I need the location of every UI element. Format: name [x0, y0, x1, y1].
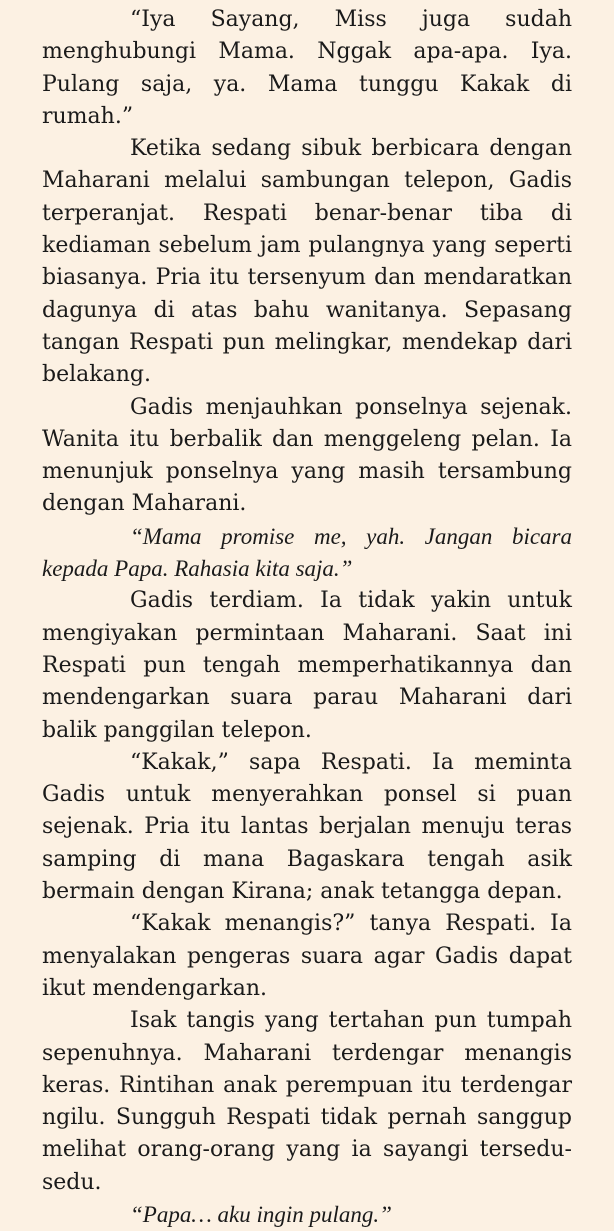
paragraph-2: Ketika sedang sibuk berbicara dengan Maharani melalui sambungan telepon, Gadis terperanjat. Respati benar-benar tiba di kediaman sebelum jam pulangnya yang seperti biasanya. Pria itu tersenyum dan mendaratkan dagunya di atas bahu wanitanya. Sepasang tangan Respati pun melingkar, mendekap dari belakang.: [42, 136, 572, 388]
paragraph-6: “Kakak,” sapa Respati. Ia meminta Gadis untuk menyerahkan ponsel si puan sejenak. Pria itu lantas berjalan menuju teras samping di mana Bagaskara tengah asik bermain dengan Kirana; anak tetangga depan.: [42, 749, 572, 905]
paragraph-7: “Kakak menangis?” tanya Respati. Ia menyalakan pengeras suara agar Gadis dapat ikut mendengarkan.: [42, 911, 572, 1001]
paragraph-8: Isak tangis yang tertahan pun tumpah sepenuhnya. Maharani terdengar menangis keras. Rintihan anak perempuan itu terdengar ngilu. Sungguh Respati tidak pernah sanggup melihat orang-orang yang ia sayangi tersedu-sedu.: [42, 1008, 572, 1195]
paragraph-4-italic-quote: “Mama promise me, yah. Jangan bicara kepada Papa. Rahasia kita saja.”: [42, 523, 572, 582]
paragraph-9-italic-quote: “Papa… aku ingin pulang.”: [130, 1201, 392, 1227]
paragraph-3: Gadis menjauhkan ponselnya sejenak. Wanita itu berbalik dan menggeleng pelan. Ia menunjuk ponselnya yang masih tersambung dengan Maharani.: [42, 394, 572, 517]
paragraph-1: “Iya Sayang, Miss juga sudah menghubungi Mama. Nggak apa-apa. Iya. Pulang saja, ya. Mama tunggu Kakak di rumah.”: [42, 7, 572, 129]
paragraph-5: Gadis terdiam. Ia tidak yakin untuk mengiyakan permintaan Maharani. Saat ini Respati pun tengah memperhatikannya dan mendengarkan suara parau Maharani dari balik panggilan telepon.: [42, 588, 572, 743]
